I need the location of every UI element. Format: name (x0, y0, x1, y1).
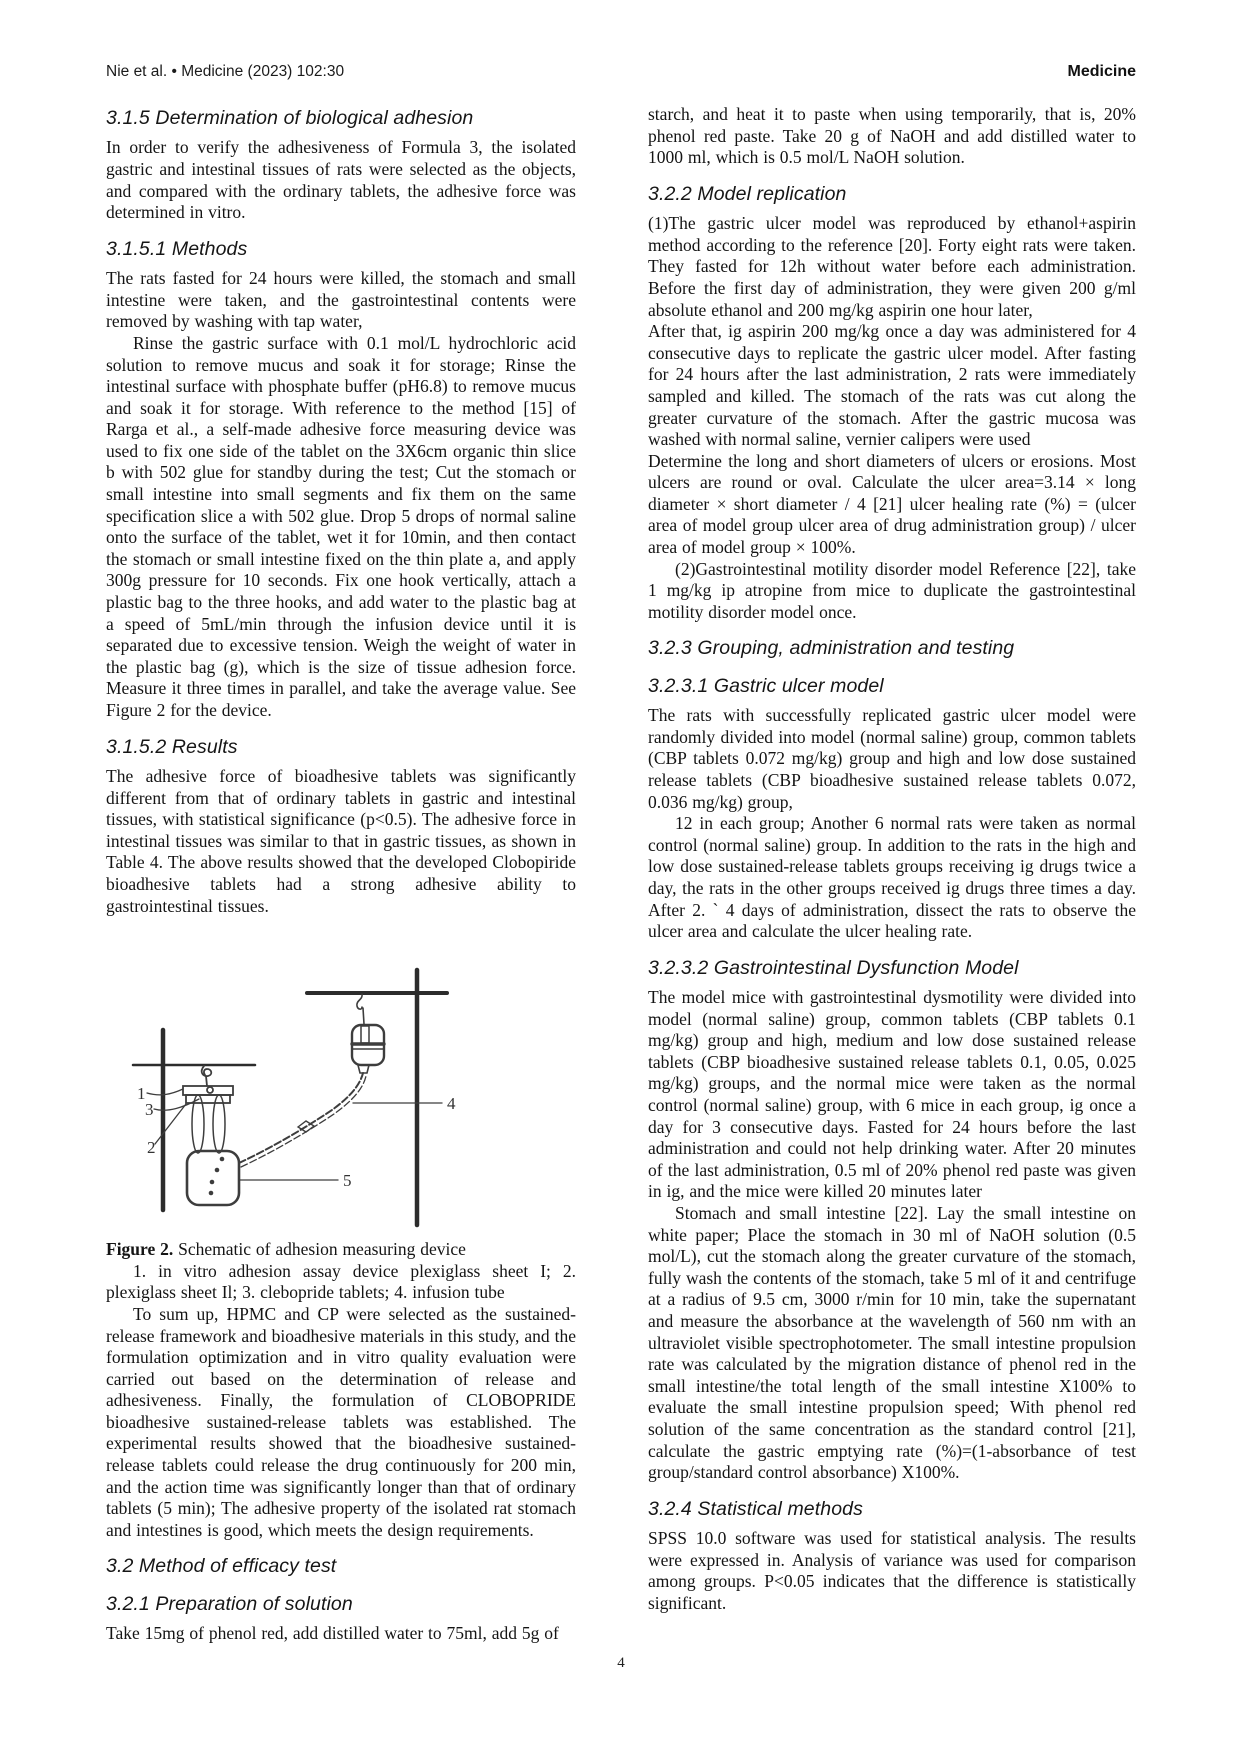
page-number: 4 (617, 1655, 625, 1671)
section-heading: 3.2.1 Preparation of solution (106, 1592, 353, 1615)
section-heading: 3.2.2 Model replication (648, 182, 847, 205)
figure-label-3: 3 (145, 1100, 154, 1120)
paragraph: Rinse the gastric surface with 0.1 mol/L hydrochloric acid solution to remove mucus and soak it for storage; Rinse the intestinal surface with phosphate buffer (pH6.8) to remove mucus and soak it for storage. With reference to the method [15] of Rarga et al., a self-made adhesive force measuring device was used to fix one side of the tablet on the 3X6cm organic thin slice b with 502 glue for standby during the test; Cut the stomach or small intestine into small segments and fix them on the same specification slice a with 502 glue. Drop 5 drops of normal saline onto the surface of the tablet, wet it for 10min, and then contact the stomach or small intestine fixed on the thin plate a, and apply 300g pressure for 10 seconds. Fix one hook vertically, attach a plastic bag to the three hooks, and add water to the plastic bag at a speed of 5mL/min through the infusion device until it is separated due to excessive tension. Weigh the weight of water in the plastic bag (g), which is the size of tissue adhesion force. Measure it three times in parallel, and take the average value. See Figure 2 for the device. (106, 332, 576, 720)
section-heading: 3.2 Method of efficacy test (106, 1555, 337, 1578)
right-column (648, 104, 1136, 1645)
figure-label-1: 1 (137, 1084, 146, 1104)
header-journal-name: Medicine (1067, 63, 1136, 80)
paragraph: The rats fasted for 24 hours were killed, the stomach and small intestine were taken, and the gastrointestinal contents were removed by washing with tap water, (106, 268, 576, 332)
paragraph: Stomach and small intestine [22]. Lay the small intestine on white paper; Place the stomach in 30 ml of NaOH solution (0.5 mol/L), cut the stomach along the greater curvature of the stomach, fully wash the contents of the stomach, take 5 ml of it and centrifuge at a radius of 9.5 cm, 3000 r/min for 10 min, take the supernatant and measure the absorbance at the wavelength of 560 nm with an ultraviolet visible spectrophotometer. The small intestine propulsion rate was calculated by the migration distance of phenol red in the small intestine/the total length of the small intestine X100% to evaluate the small intestine propulsion speed; With phenol red solution of the same concentration as the standard control [21], calculate the gastric emptying rate (%)=(1-absorbance of test group/standard control absorbance) X100%. (648, 1203, 1136, 1483)
infusion-tube (239, 1073, 366, 1167)
paragraph: (2)Gastrointestinal motility disorder model Reference [22], take 1 mg/kg ip atropine from mice to duplicate the gastrointestinal motility disorder model once. (648, 558, 1136, 622)
paragraph: 1. in vitro adhesion assay device plexiglass sheet I; 2. plexiglass sheet Il; 3. clebopride tablets; 4. infusion tube (106, 1260, 576, 1303)
paragraph: Take 15mg of phenol red, add distilled water to 75ml, add 5g of (106, 1623, 559, 1644)
paragraph: 12 in each group; Another 6 normal rats were taken as normal control (normal saline) group. In addition to the rats in the high and low dose sustained-release tablets groups receiving ig drugs twice a day, the rats in the other groups received ig drugs three times a day. After 2. ` 4 days of administration, dissect the rats to observe the ulcer area and calculate the ulcer healing rate. (648, 813, 1136, 942)
left-stand (133, 1030, 255, 1210)
figure-label-4: 4 (447, 1094, 456, 1114)
figure-label-2: 2 (147, 1138, 156, 1158)
paragraph: (1)The gastric ulcer model was reproduced by ethanol+aspirin method according to the reference [20]. Forty eight rats were taken. They fasted for 12h without water before each administration. Before the first day of administration, they were given 200 g/ml absolute ethanol and 200 mg/kg aspirin one hour later, (648, 213, 1136, 320)
figure-label-5: 5 (343, 1171, 352, 1191)
figure-2-image (106, 963, 576, 1233)
paragraph: After that, ig aspirin 200 mg/kg once a day was administered for 4 consecutive days to replicate the gastric ulcer model. After fasting for 24 hours after the last administration, 2 rats were immediately sampled and killed. The stomach of the rats was cut along the greater curvature of the stomach. After the gastric mucosa was washed with normal saline, vernier calipers were used (648, 321, 1136, 450)
adhesion-device-schematic (106, 963, 576, 1233)
left-column-bottom-text (106, 1239, 576, 1645)
paragraph: The rats with successfully replicated gastric ulcer model were randomly divided into model (normal saline) group, common tablets (CBP tablets 0.072 mg/kg) group and high and low dose sustained release tablets (CBP bioadhesive sustained release tablets 0.072, 0.036 mg/kg) group, (648, 705, 1136, 812)
plastic-bag (187, 1151, 239, 1205)
paragraph: To sum up, HPMC and CP were selected as the sustained-release framework and bioadhesive materials in this study, and the formulation optimization and in vitro quality evaluation were carried out based on the determination of release and adhesiveness. Finally, the formulation of CLOBOPRIDE bioadhesive sustained-release tablets was established. The experimental results showed that the bioadhesive sustained-release tablets could release the drug continuously for 200 min, and the action time was significantly longer than that of ordinary tablets (5 min); The adhesive property of the isolated rat stomach and intestines is good, which meets the design requirements. (106, 1303, 576, 1540)
section-heading: 3.1.5.1 Methods (106, 237, 248, 260)
left-column-top-text (106, 106, 576, 917)
section-heading: 3.1.5 Determination of biological adhesion (106, 107, 474, 129)
page-body (106, 104, 1136, 1645)
section-heading: 3.2.3.1 Gastric ulcer model (648, 674, 884, 697)
paragraph: starch, and heat it to paste when using temporarily, that is, 20% phenol red paste. Take 20 g of NaOH and add distilled water to 1000 ml, which is 0.5 mol/L NaOH solution. (648, 104, 1136, 168)
section-heading: 3.1.5.2 Results (106, 735, 238, 758)
paragraph: The model mice with gastrointestinal dysmotility were divided into model (normal saline) group, common tablets (CBP tablets 0.1 mg/kg) group and high, medium and low dose sustained release tablets (CBP bioadhesive sustained release tablets 0.1, 0.05, 0.025 mg/kg) groups, and the normal mice were taken as the normal control (normal saline) group, with 6 mice in each group, ig once a day for 3 consecutive days. Fasted for 24 hours before the last administration and could not help drinking water. After 20 minutes of the last administration, 0.5 ml of 20% phenol red paste was given in ig, and the mice were killed 20 minutes later (648, 987, 1136, 1202)
page-header (106, 63, 1136, 81)
right-stand (307, 970, 447, 1225)
paragraph: SPSS 10.0 software was used for statistical analysis. The results were expressed in. Analysis of variance was used for comparison among groups. P<0.05 indicates that the difference is statistically significant. (648, 1528, 1136, 1613)
paragraph: The adhesive force of bioadhesive tablets was significantly different from that of ordinary tablets in gastric and intestinal tissues, with statistical significance (p<0.5). The adhesive force in intestinal tissues was similar to that in gastric tissues, as shown in Table 4. The above results showed that the developed Clobopiride bioadhesive tablets had a strong adhesive ability to gastrointestinal tissues. (106, 765, 576, 916)
section-heading: 3.2.3.2 Gastrointestinal Dysfunction Model (648, 956, 1019, 979)
page-footer (106, 1655, 1136, 1672)
left-column (106, 104, 576, 1645)
right-column-text (648, 104, 1136, 1615)
section-heading: 3.2.3 Grouping, administration and testing (648, 637, 1015, 660)
infusion-bottle (352, 994, 384, 1073)
figure-caption: Figure 2. Schematic of adhesion measuring device (106, 1239, 466, 1260)
tissue-plate-assembly (183, 1066, 233, 1153)
header-citation: Nie et al. • Medicine (2023) 102:30 (106, 63, 345, 80)
section-heading: 3.2.4 Statistical methods (648, 1497, 863, 1520)
paragraph: Determine the long and short diameters of ulcers or erosions. Most ulcers are round or oval. Calculate the ulcer area=3.14 × long diameter × short diameter / 4 [21] ulcer healing rate (%) = (ulcer area of model group ulcer area of drug administration group) / ulcer area of model group × 100%. (648, 450, 1136, 558)
paragraph: In order to verify the adhesiveness of Formula 3, the isolated gastric and intestinal tissues of rats were selected as the objects, and compared with the ordinary tablets, the adhesive force was determined in vitro. (106, 137, 576, 223)
